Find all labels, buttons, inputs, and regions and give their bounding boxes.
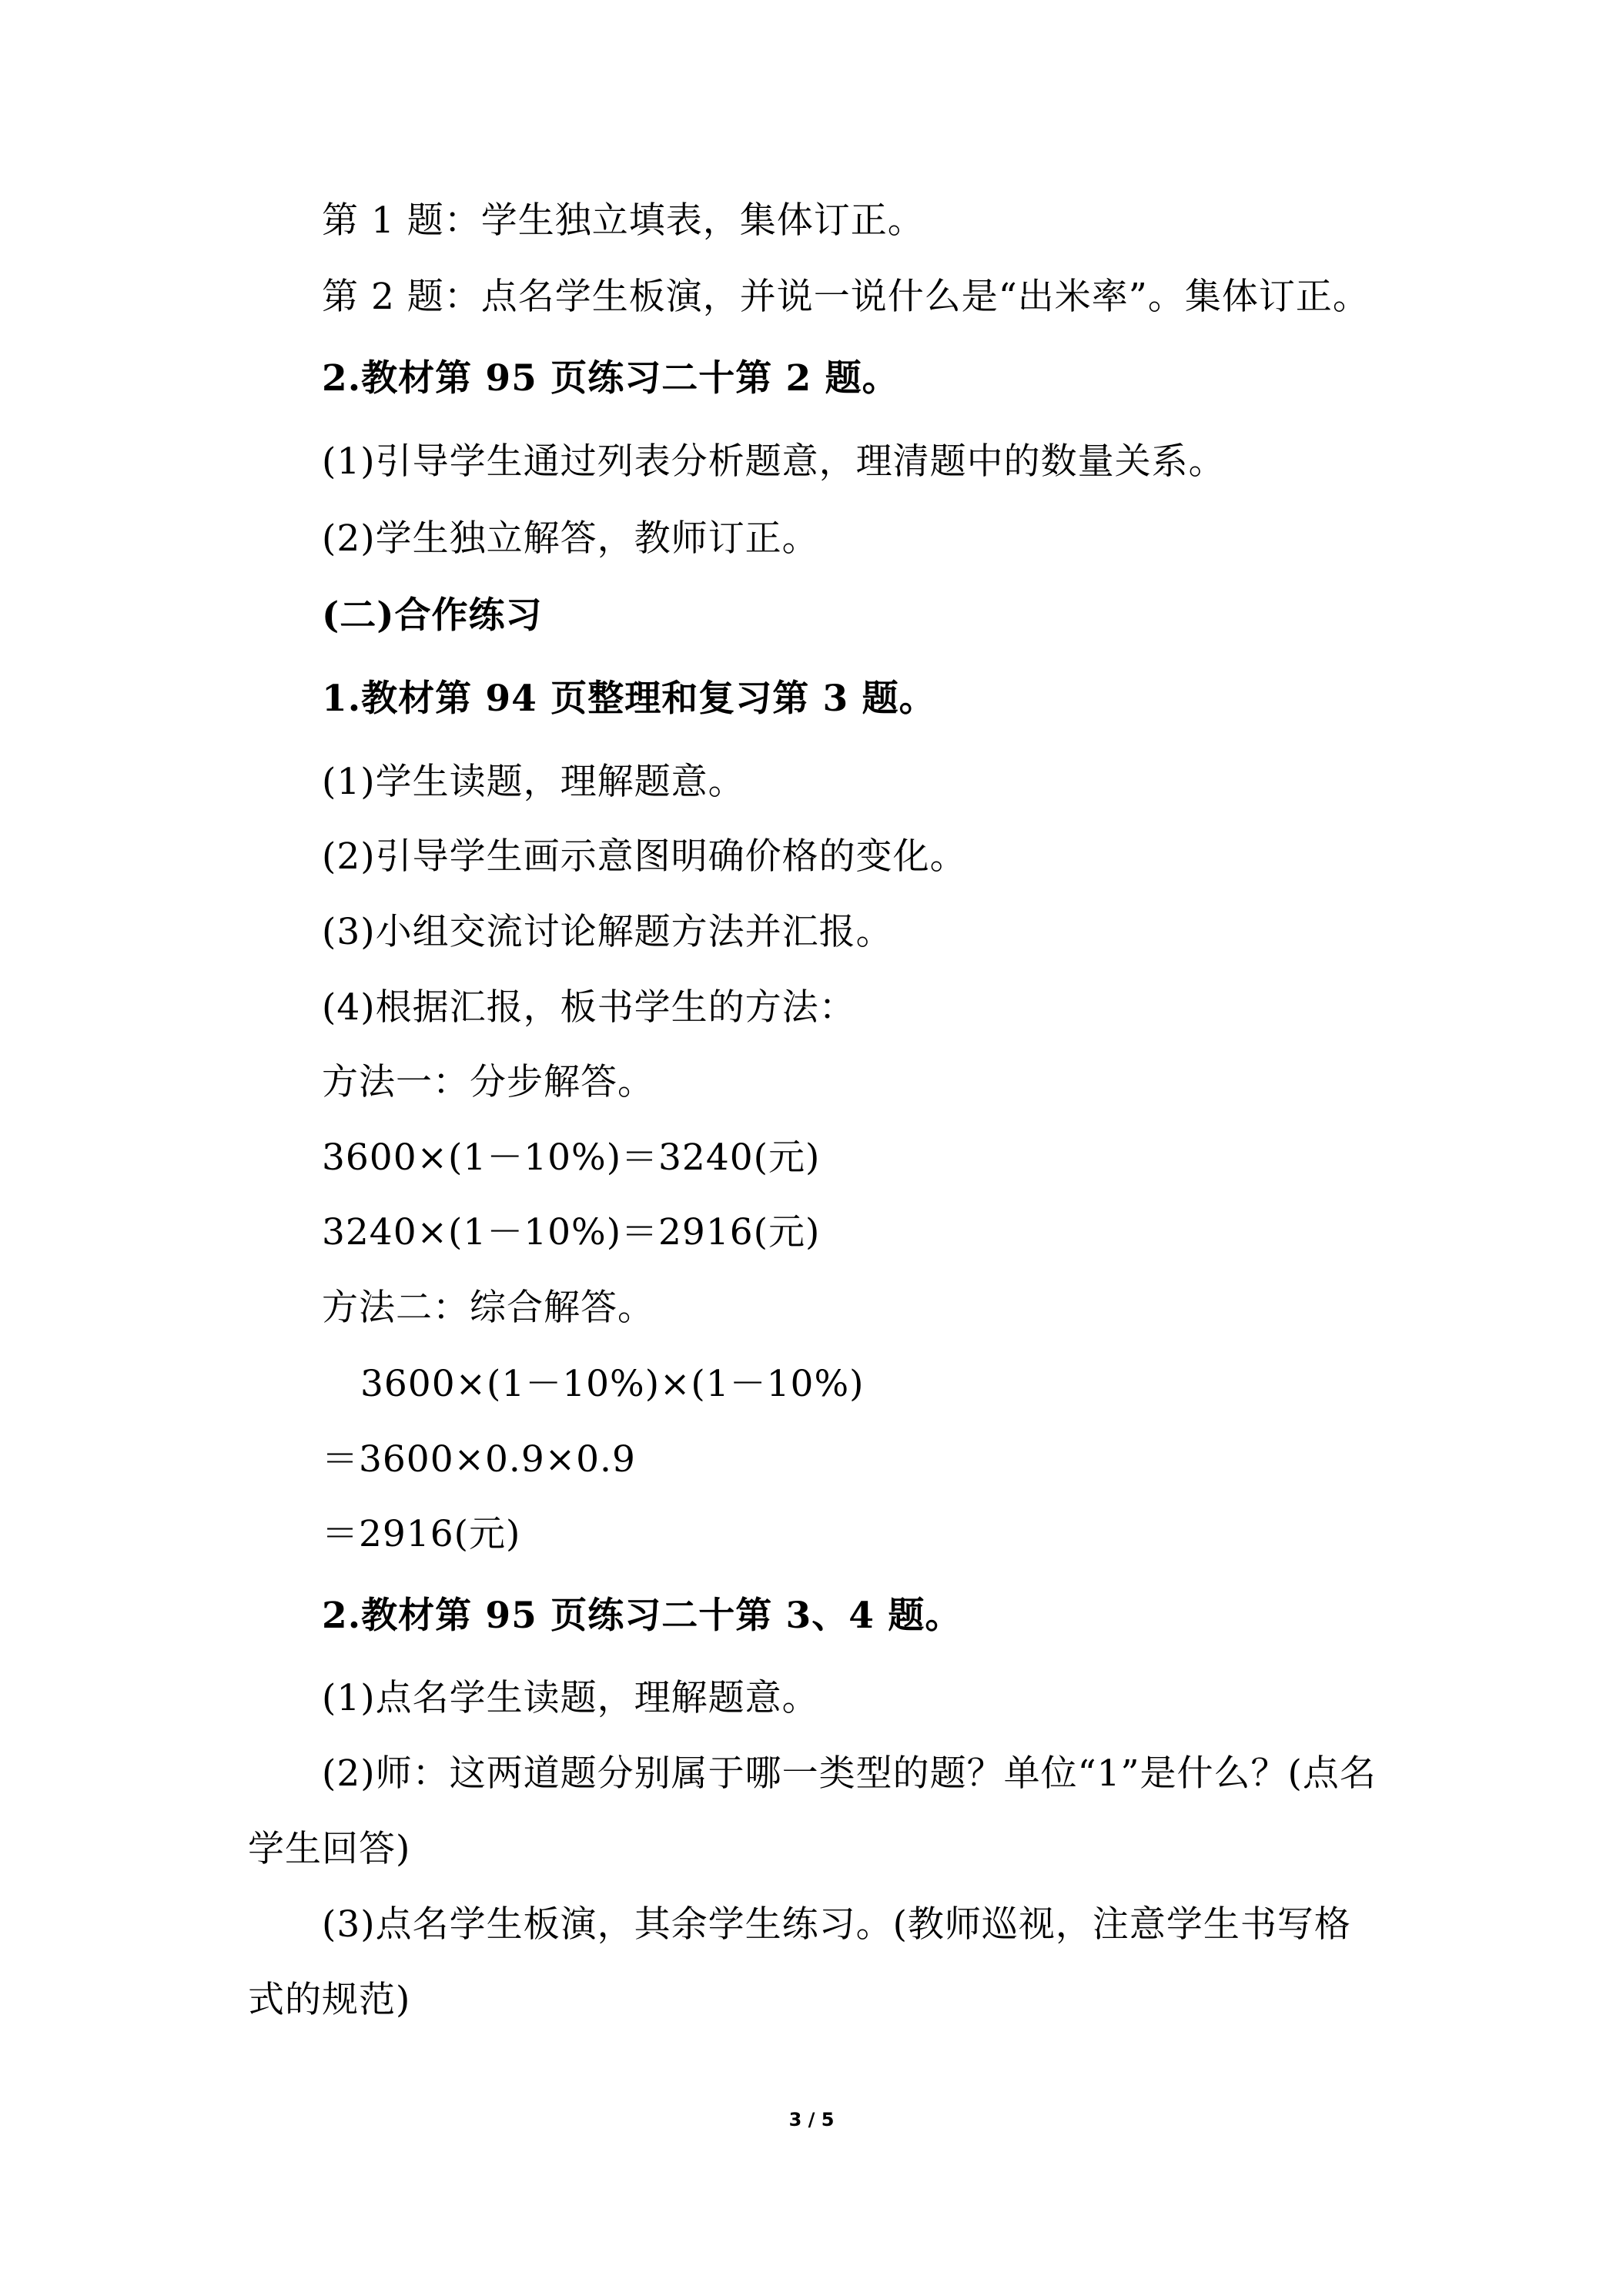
text-line-4: (1)引导学生通过列表分析题意，理清题中的数量关系。	[322, 440, 1226, 483]
text-line-21-continued: 学生回答)	[248, 1828, 411, 1870]
text-line-10: (3)小组交流讨论解题方法并汇报。	[322, 911, 893, 953]
text-line-21: (2)师：这两道题分别属于哪一类型的题？单位“1”是什么？(点名	[322, 1752, 1377, 1795]
formula-line-2: 3240×(1－10%)＝2916(元)	[322, 1211, 821, 1253]
formula-line-1: 3600×(1－10%)＝3240(元)	[322, 1136, 821, 1179]
text-line-1: 第 1 题：学生独立填表，集体订正。	[322, 199, 925, 242]
formula-line-3: 3600×(1－10%)×(1－10%)	[360, 1363, 865, 1405]
section-heading-cooperative-practice: (二)合作练习	[322, 594, 543, 637]
text-line-12: 方法一：分步解答。	[322, 1061, 654, 1103]
text-line-15: 方法二：综合解答。	[322, 1287, 654, 1329]
text-line-2: 第 2 题：点名学生板演，并说一说什么是“出米率”。集体订正。	[322, 276, 1370, 318]
page-number: 3 / 5	[788, 2109, 835, 2130]
text-line-5: (2)学生独立解答，教师订正。	[322, 517, 819, 560]
section-heading-review-3: 1.教材第 94 页整理和复习第 3 题。	[322, 678, 936, 720]
formula-line-5: ＝2916(元)	[322, 1513, 521, 1555]
section-heading-exercise-3-4: 2.教材第 95 页练习二十第 3、4 题。	[322, 1595, 962, 1637]
text-line-9: (2)引导学生画示意图明确价格的变化。	[322, 835, 967, 878]
text-line-22: (3)点名学生板演，其余学生练习。(教师巡视，注意学生书写格	[322, 1903, 1351, 1946]
text-line-8: (1)学生读题，理解题意。	[322, 761, 745, 803]
text-line-22-continued: 式的规范)	[248, 1979, 411, 2021]
formula-line-4: ＝3600×0.9×0.9	[322, 1438, 636, 1481]
text-line-20: (1)点名学生读题，理解题意。	[322, 1677, 819, 1719]
section-heading-exercise-2: 2.教材第 95 页练习二十第 2 题。	[322, 357, 899, 400]
text-line-11: (4)根据汇报，板书学生的方法：	[322, 986, 856, 1029]
